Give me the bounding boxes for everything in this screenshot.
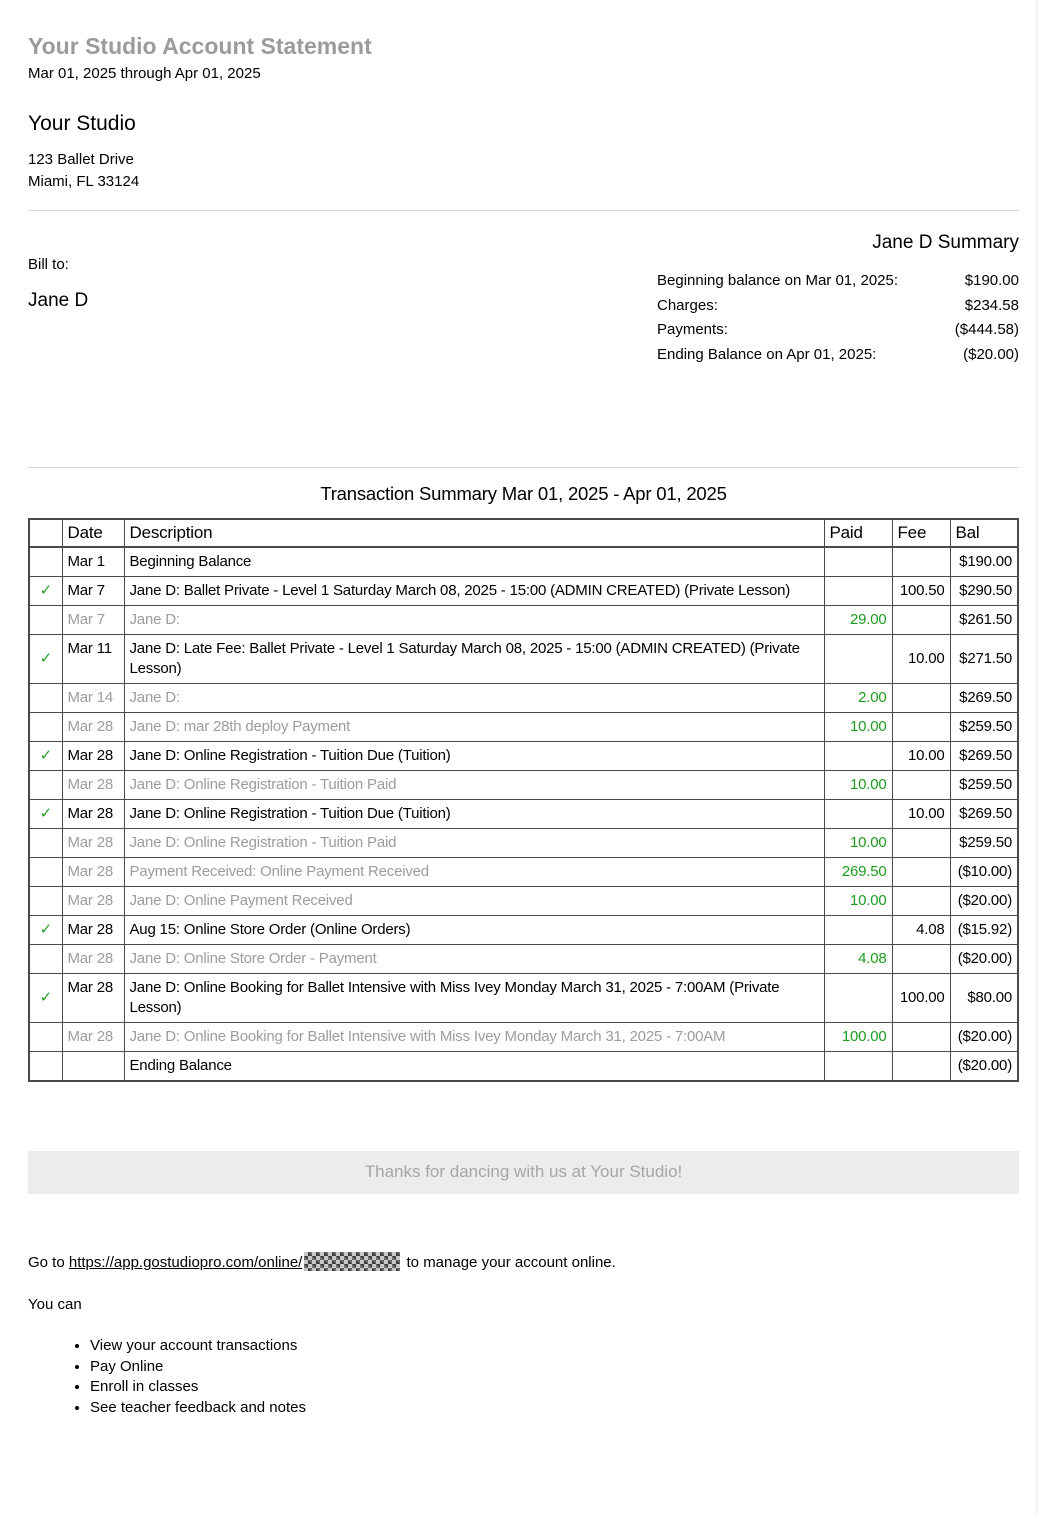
column-header-check — [29, 519, 62, 547]
studio-name: Your Studio — [28, 112, 136, 135]
date-cell: Mar 7 — [62, 577, 124, 606]
column-header-date: Date — [62, 519, 124, 547]
paid-cell: 100.00 — [824, 1023, 892, 1052]
check-cell — [29, 887, 62, 916]
transaction-table-body — [29, 547, 1018, 1081]
paid-cell: 4.08 — [824, 945, 892, 974]
paid-cell: 10.00 — [824, 771, 892, 800]
paid-cell: 29.00 — [824, 606, 892, 635]
table-row — [29, 684, 1018, 713]
fee-cell: 10.00 — [892, 800, 950, 829]
fee-cell — [892, 684, 950, 713]
page-title: Your Studio Account Statement — [28, 33, 372, 59]
bal-cell: $80.00 — [950, 974, 1018, 1023]
table-row — [29, 606, 1018, 635]
divider — [28, 467, 1019, 468]
manage-account-link[interactable]: https://app.gostudiopro.com/online/ — [68, 1254, 303, 1271]
summary-row — [657, 294, 1019, 319]
date-cell: Mar 28 — [62, 800, 124, 829]
bal-cell: $271.50 — [950, 635, 1018, 684]
paid-cell — [824, 742, 892, 771]
check-icon: ✓ — [29, 577, 62, 606]
bal-cell: $259.50 — [950, 771, 1018, 800]
thanks-banner: Thanks for dancing with us at Your Studio! — [28, 1151, 1019, 1194]
bal-cell: $259.50 — [950, 713, 1018, 742]
link-suffix-text: to manage your account online. — [402, 1254, 616, 1271]
fee-cell — [892, 547, 950, 577]
bal-cell: ($20.00) — [950, 945, 1018, 974]
column-header-fee: Fee — [892, 519, 950, 547]
address-line-2: Miami, FL 33124 — [28, 173, 140, 190]
feature-item: • Enroll in classes — [90, 1377, 1019, 1398]
table-row — [29, 858, 1018, 887]
check-cell — [29, 713, 62, 742]
redacted-account-code — [304, 1252, 400, 1271]
you-can-label: You can — [28, 1296, 82, 1313]
bal-cell: $269.50 — [950, 742, 1018, 771]
studio-address — [28, 149, 1019, 193]
fee-cell — [892, 771, 950, 800]
column-header-description: Description — [124, 519, 824, 547]
paid-cell: 269.50 — [824, 858, 892, 887]
summary-rows — [657, 269, 1019, 367]
date-cell: Mar 28 — [62, 974, 124, 1023]
account-summary-block — [657, 232, 1019, 367]
table-row — [29, 945, 1018, 974]
bill-to-block — [28, 256, 88, 367]
summary-label: Payments: — [657, 321, 728, 338]
summary-value: ($20.00) — [963, 345, 1019, 363]
table-row — [29, 713, 1018, 742]
bal-cell: $290.50 — [950, 577, 1018, 606]
date-cell: Mar 28 — [62, 916, 124, 945]
date-cell: Mar 28 — [62, 771, 124, 800]
description-cell: Jane D: — [124, 606, 824, 635]
fee-cell: 100.00 — [892, 974, 950, 1023]
transaction-table-header — [29, 519, 1018, 547]
bill-and-summary-section — [28, 211, 1019, 367]
description-cell: Ending Balance — [124, 1052, 824, 1082]
table-row — [29, 1052, 1018, 1082]
paid-cell — [824, 577, 892, 606]
summary-label: Charges: — [657, 296, 718, 314]
check-icon: ✓ — [29, 742, 62, 771]
description-cell: Jane D: Online Store Order - Payment — [124, 945, 824, 974]
table-row — [29, 635, 1018, 684]
bal-cell: $269.50 — [950, 684, 1018, 713]
check-cell — [29, 858, 62, 887]
table-row — [29, 916, 1018, 945]
transaction-summary-title: Transaction Summary Mar 01, 2025 - Apr 01, 2025 — [320, 483, 727, 504]
paid-cell — [824, 800, 892, 829]
description-cell: Jane D: Ballet Private - Level 1 Saturday March 08, 2025 - 15:00 (ADMIN CREATED) (Private Lesson) — [124, 577, 824, 606]
bal-cell: ($10.00) — [950, 858, 1018, 887]
table-row — [29, 742, 1018, 771]
summary-title: Jane D Summary — [872, 232, 1019, 253]
paid-cell: 10.00 — [824, 887, 892, 916]
summary-label: Beginning balance on Mar 01, 2025: — [657, 272, 899, 289]
description-cell: Payment Received: Online Payment Received — [124, 858, 824, 887]
description-cell: Jane D: Online Registration - Tuition Paid — [124, 771, 824, 800]
date-cell: Mar 28 — [62, 742, 124, 771]
paid-cell — [824, 635, 892, 684]
fee-cell — [892, 1023, 950, 1052]
summary-value: $190.00 — [964, 272, 1019, 289]
description-cell: Jane D: Online Registration - Tuition Due (Tuition) — [124, 800, 824, 829]
fee-cell — [892, 829, 950, 858]
bill-to-name: Jane D — [28, 290, 89, 311]
paid-cell: 10.00 — [824, 713, 892, 742]
fee-cell — [892, 887, 950, 916]
summary-row — [657, 343, 1019, 368]
date-cell: Mar 28 — [62, 858, 124, 887]
check-cell — [29, 684, 62, 713]
date-cell: Mar 11 — [62, 635, 124, 684]
bal-cell: $269.50 — [950, 800, 1018, 829]
table-row — [29, 974, 1018, 1023]
paid-cell: 2.00 — [824, 684, 892, 713]
fee-cell — [892, 858, 950, 887]
link-prefix-text: Go to — [28, 1254, 69, 1271]
table-row — [29, 800, 1018, 829]
summary-value: $234.58 — [964, 296, 1019, 314]
check-cell — [29, 829, 62, 858]
page-edge-divider — [1036, 0, 1038, 1515]
summary-row — [657, 269, 1019, 294]
statement-period: Mar 01, 2025 through Apr 01, 2025 — [28, 65, 261, 82]
fee-cell: 10.00 — [892, 635, 950, 684]
fee-cell — [892, 1052, 950, 1082]
check-icon: ✓ — [29, 635, 62, 684]
summary-label: Ending Balance on Apr 01, 2025: — [657, 345, 877, 363]
date-cell: Mar 28 — [62, 1023, 124, 1052]
date-cell: Mar 1 — [62, 547, 124, 577]
paid-cell — [824, 1052, 892, 1082]
date-cell: Mar 14 — [62, 684, 124, 713]
feature-list — [28, 1336, 1019, 1418]
date-cell — [62, 1052, 124, 1082]
fee-cell — [892, 606, 950, 635]
check-icon: ✓ — [29, 800, 62, 829]
check-cell — [29, 547, 62, 577]
table-row — [29, 547, 1018, 577]
table-row — [29, 577, 1018, 606]
bal-cell: $259.50 — [950, 829, 1018, 858]
date-cell: Mar 28 — [62, 945, 124, 974]
date-cell: Mar 28 — [62, 829, 124, 858]
description-cell: Jane D: Online Booking for Ballet Intensive with Miss Ivey Monday March 31, 2025 - 7:00AM (Private Lesson) — [124, 974, 824, 1023]
check-cell — [29, 1052, 62, 1082]
date-cell: Mar 7 — [62, 606, 124, 635]
description-cell: Jane D: Online Registration - Tuition Due (Tuition) — [124, 742, 824, 771]
feature-item: • Pay Online — [90, 1357, 1019, 1378]
fee-cell — [892, 713, 950, 742]
manage-account-line — [28, 1252, 1019, 1271]
bal-cell: ($20.00) — [950, 1023, 1018, 1052]
description-cell: Aug 15: Online Store Order (Online Orders) — [124, 916, 824, 945]
bill-to-label: Bill to: — [28, 256, 69, 273]
date-cell: Mar 28 — [62, 887, 124, 916]
fee-cell: 10.00 — [892, 742, 950, 771]
address-line-1: 123 Ballet Drive — [28, 151, 134, 168]
description-cell: Jane D: mar 28th deploy Payment — [124, 713, 824, 742]
summary-row — [657, 318, 1019, 343]
paid-cell — [824, 916, 892, 945]
fee-cell: 4.08 — [892, 916, 950, 945]
check-cell — [29, 606, 62, 635]
description-cell: Jane D: Late Fee: Ballet Private - Level 1 Saturday March 08, 2025 - 15:00 (ADMIN CREATED) (Private Lesson) — [124, 635, 824, 684]
bal-cell: ($20.00) — [950, 1052, 1018, 1082]
check-cell — [29, 771, 62, 800]
check-icon: ✓ — [29, 916, 62, 945]
table-row — [29, 887, 1018, 916]
bal-cell: $261.50 — [950, 606, 1018, 635]
table-row — [29, 771, 1018, 800]
bal-cell: ($15.92) — [950, 916, 1018, 945]
fee-cell — [892, 945, 950, 974]
table-row — [29, 1023, 1018, 1052]
paid-cell — [824, 974, 892, 1023]
bal-cell: $190.00 — [950, 547, 1018, 577]
paid-cell: 10.00 — [824, 829, 892, 858]
table-row — [29, 829, 1018, 858]
check-cell — [29, 945, 62, 974]
transaction-table — [28, 518, 1019, 1082]
description-cell: Jane D: — [124, 684, 824, 713]
column-header-paid: Paid — [824, 519, 892, 547]
feature-item: • View your account transactions — [90, 1336, 1019, 1357]
check-cell — [29, 1023, 62, 1052]
description-cell: Jane D: Online Payment Received — [124, 887, 824, 916]
feature-item: • See teacher feedback and notes — [90, 1398, 1019, 1419]
fee-cell: 100.50 — [892, 577, 950, 606]
description-cell: Jane D: Online Registration - Tuition Paid — [124, 829, 824, 858]
column-header-bal: Bal — [950, 519, 1018, 547]
summary-value: ($444.58) — [954, 321, 1019, 338]
paid-cell — [824, 547, 892, 577]
bal-cell: ($20.00) — [950, 887, 1018, 916]
description-cell: Beginning Balance — [124, 547, 824, 577]
check-icon: ✓ — [29, 974, 62, 1023]
date-cell: Mar 28 — [62, 713, 124, 742]
description-cell: Jane D: Online Booking for Ballet Intensive with Miss Ivey Monday March 31, 2025 - 7:00AM — [124, 1023, 824, 1052]
